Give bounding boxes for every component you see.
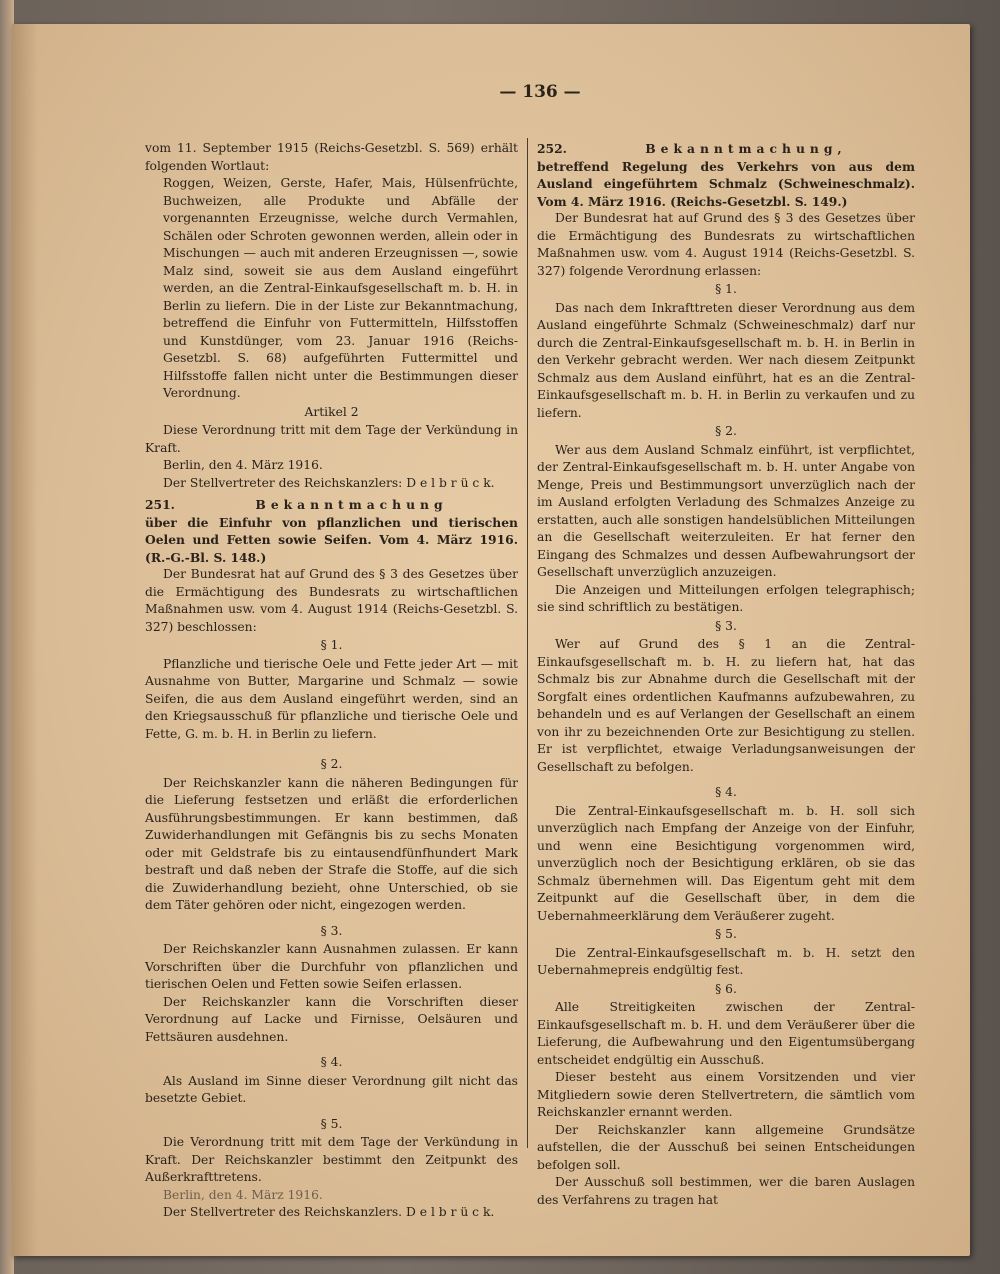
- section-text: Der Reichskanzler kann allgemeine Grundsätze aufstellen, die der Ausschuß bei seinen Entscheidungen befolgen soll.: [537, 1122, 915, 1172]
- section-heading: § 4.: [320, 1055, 343, 1069]
- section-text: Der Ausschuß soll bestimmen, wer die baren Auslagen des Verfahrens zu tragen hat: [537, 1175, 915, 1207]
- section-text: Pflanzliche und tierische Oele und Fette jeder Art — mit Ausnahme von Butter, Margarine und Schmalz — sowie Seifen, die aus dem Ausland eingeführt werden, sind an den Kriegsausschuß für pflanzliche und tierische Oele und Fette, G. m. b. H. in Berlin zu liefern.: [145, 656, 518, 741]
- section-heading: § 5.: [715, 927, 737, 941]
- section-text: Der Reichskanzler kann die näheren Bedingungen für die Lieferung festsetzen und erläßt die erforderlichen Ausführungsbestimmungen. Er kann bestimmen, daß Zuwiderhandlungen mit Gefängnis bis zu sechs Monaten oder mit Geldstrafe bis zu eintausendfünfhundert Mark bestraft und daß neben der Strafe die Stoffe, auf die sich die Zuwiderhandlung bezieht, ohne Unterschied, ob sie dem Täter gehören oder nicht, eingezogen werden.: [145, 775, 518, 912]
- section-text: Als Ausland im Sinne dieser Verordnung gilt nicht das besetzte Gebiet.: [145, 1073, 518, 1105]
- section-text: Der Reichskanzler kann die Vorschriften dieser Verordnung auf Lacke und Firnisse, Oelsäuren und Fettsäuren ausdehnen.: [145, 994, 518, 1044]
- section-text: Wer auf Grund des § 1 an die Zentral-Einkaufsgesellschaft m. b. H. zu liefern hat, hat das Schmalz bis zur Abnahme durch die Gesellschaft mit der Sorgfalt eines ordentlichen Kaufmanns aufzubewahren, zu behandeln und es auf Verlangen der Gesellschaft an einem von ihr zu bezeichnenden Orte zur Besichtigung zu stellen. Er ist verpflichtet, etwaige Verladungsanweisungen der Gesellschaft zu befolgen.: [537, 637, 915, 774]
- section-heading: § 5.: [320, 1116, 343, 1131]
- section-heading: § 4.: [715, 785, 737, 799]
- date-line: Berlin, den 4. März 1916.: [163, 458, 323, 472]
- notice-heading: Bekanntmachung,: [645, 141, 847, 156]
- page-number: — 136 —: [499, 82, 581, 102]
- notice-252-header: [537, 140, 915, 158]
- section-heading: § 3.: [715, 618, 737, 633]
- left-column: [145, 140, 518, 1222]
- section-text: Der Reichskanzler kann Ausnahmen zulassen. Er kann Vorschriften über die Durchfuhr von pflanzlichen und tierischen Oelen und Fetten sowie Seifen erlassen.: [145, 942, 518, 991]
- preamble: Der Bundesrat hat auf Grund des § 3 des Gesetzes über die Ermächtigung des Bundesrats zu wirtschaftlichen Maßnahmen usw. vom 4. August 1914 (Reichs-Gesetzbl. S. 327) beschlossen:: [145, 567, 518, 634]
- section-heading: § 1.: [715, 282, 737, 296]
- signature-line: Der Stellvertreter des Reichskanzlers. D e l b r ü c k.: [163, 1205, 495, 1219]
- notice-number: 252.: [537, 141, 567, 156]
- section-heading: § 3.: [320, 923, 343, 938]
- section-text: Die Zentral-Einkaufsgesellschaft m. b. H. setzt den Uebernahmepreis endgültig fest.: [537, 945, 915, 977]
- section-text: Die Verordnung tritt mit dem Tage der Verkündung in Kraft. Der Reichskanzler bestimmt den Zeitpunkt des Außerkrafttretens.: [145, 1135, 518, 1184]
- notice-subject: betreffend Regelung des Verkehrs von aus dem Ausland eingeführtem Schmalz (Schweineschmalz). Vom 4. März 1916. (Reichs-Gesetzbl. S. 149.): [537, 158, 915, 209]
- gutter-shade: [12, 24, 38, 1256]
- section-heading: § 2.: [715, 424, 737, 438]
- section-heading: § 1.: [320, 638, 343, 652]
- preamble: Der Bundesrat hat auf Grund des § 3 des Gesetzes über die Ermächtigung des Bundesrats zu wirtschaftlichen Maßnahmen usw. vom 4. August 1914 (Reichs-Gesetzbl. S. 327) folgende Verordnung erlassen:: [537, 211, 915, 278]
- section-text: Wer aus dem Ausland Schmalz einführt, ist verpflichtet, der Zentral-Einkaufsgesellschaft m. b. H. unter Angabe von Menge, Preis und Bestimmungsort unverzüglich nach der im Ausland erfolgten Verladung des Schmalzes Anzeige zu erstatten, auch alle sonstigen handelsüblichen Mitteilungen an die Gesellschaft weiterzuleiten. Er hat ferner den Eingang des Schmalzes und dessen Aufbewahrungsort der Gesellschaft unverzüglich anzuzeigen.: [537, 442, 915, 579]
- section-text: Die Anzeigen und Mitteilungen erfolgen telegraphisch; sie sind schriftlich zu bestätigen.: [537, 582, 915, 614]
- notice-251-header: [145, 496, 518, 514]
- section-text: Dieser besteht aus einem Vorsitzenden und vier Mitgliedern sowie deren Stellvertretern, die sämtlich vom Reichskanzler ernannt werden.: [537, 1070, 915, 1119]
- article-2-text: Diese Verordnung tritt mit dem Tage der Verkündung in Kraft.: [145, 423, 518, 455]
- notice-subject: über die Einfuhr von pflanzlichen und tierischen Oelen und Fetten sowie Seifen. Vom 4. März 1916. (R.-G.-Bl. S. 148.): [145, 514, 518, 565]
- section-text: Das nach dem Inkrafttreten dieser Verordnung aus dem Ausland eingeführte Schmalz (Schweineschmalz) darf nur durch die Zentral-Einkaufsgesellschaft m. b. H. in Berlin in den Verkehr gebracht werden. Wer nach diesem Zeitpunkt Schmalz aus dem Ausland einführt, hat es an die Zentral-Einkaufsgesellschaft m. b. H. in Berlin zu verkaufen und zu liefern.: [537, 300, 915, 420]
- intro-text: vom 11. September 1915 (Reichs-Gesetzbl. S. 569) erhält folgenden Wortlaut:: [145, 141, 518, 173]
- quoted-article-text: Roggen, Weizen, Gerste, Hafer, Mais, Hülsenfrüchte, Buchweizen, alle Produkte und Abfälle der vorgenannten Erzeugnisse, welche durch Vermahlen, Schälen oder Schroten gewonnen werden, allein oder in Mischungen — auch mit anderen Erzeugnissen —, sowie Malz sind, soweit sie aus dem Ausland eingeführt werden, an die Zentral-Einkaufsgesellschaft m. b. H. in Berlin zu liefern. Die in der Liste zur Bekanntmachung, betreffend die Einfuhr von Futtermitteln, Hilfsstoffen und Kunstdünger, vom 23. Januar 1916 (Reichs-Gesetzbl. S. 68) aufgeführten Futtermittel und Hilfsstoffe fallen nicht unter die Bestimmungen dieser Verordnung.: [163, 176, 518, 400]
- column-divider: [527, 138, 528, 1148]
- section-heading: § 2.: [320, 757, 343, 771]
- right-column: [537, 140, 915, 1209]
- date-line: Berlin, den 4. März 1916.: [163, 1187, 323, 1202]
- notice-number: 251.: [145, 497, 175, 512]
- section-heading: § 6.: [715, 981, 737, 996]
- notice-heading: Bekanntmachung: [255, 497, 448, 512]
- section-text: Alle Streitigkeiten zwischen der Zentral-Einkaufsgesellschaft m. b. H. und dem Veräußerer über die Lieferung, die Aufbewahrung und den Eigentumsübergang entscheidet endgültig ein Ausschuß.: [537, 1000, 915, 1067]
- signature-line: Der Stellvertreter des Reichskanzlers: D e l b r ü c k.: [163, 475, 495, 490]
- article-2-heading: Artikel 2: [304, 404, 359, 419]
- section-text: Die Zentral-Einkaufsgesellschaft m. b. H. soll sich unverzüglich nach Empfang der Anzeige von der Einfuhr, und wenn eine Besichtigung vorgenommen wird, unverzüglich noch der Besichtigung erklären, ob sie das Schmalz übernehmen will. Das Eigentum geht mit dem Zeitpunkt auf die Gesellschaft über, in dem die Uebernahmeerklärung dem Veräußerer zugeht.: [537, 803, 915, 923]
